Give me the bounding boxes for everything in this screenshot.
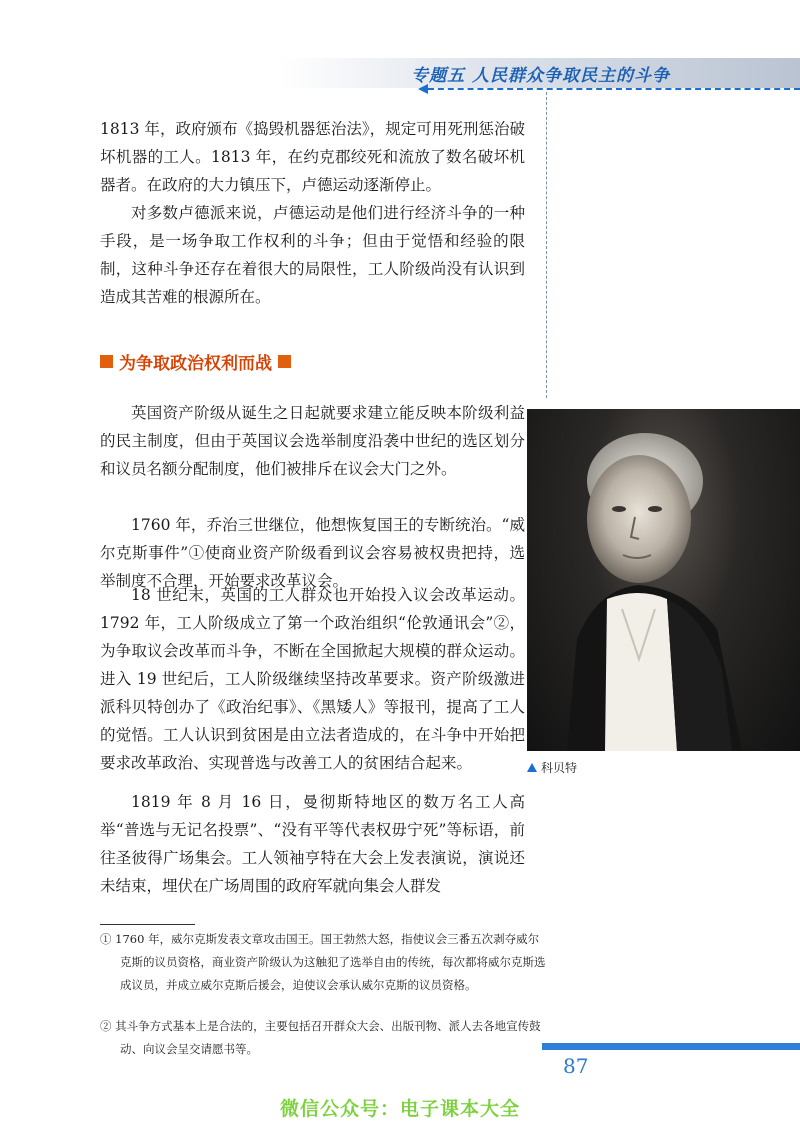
cobbett-portrait — [527, 409, 800, 751]
footnote-2: ② 其斗争方式基本上是合法的，主要包括召开群众大会、出版刊物、派人去各地宣传鼓动、向议会呈交请愿书等。 — [100, 1019, 541, 1056]
paragraph-main-1: 英国资产阶级从诞生之日起就要求建立能反映本阶级利益的民主制度，但由于英国议会选举制度沿袭中世纪的选区划分和议员名额分配制度，他们被排斥在议会大门之外。 — [100, 404, 525, 478]
paragraph-main-2: 1760 年，乔治三世继位，他想恢复国王的专断统治。“威尔克斯事件”①使商业资产阶级看到议会容易被权贵把持，选举制度不合理，开始要求改革议会。 — [100, 516, 525, 590]
header-dashed-line — [428, 88, 800, 90]
section-title: 为争取政治权利而战 — [119, 354, 272, 374]
square-bullet-icon — [278, 355, 291, 368]
footer-bar — [542, 1043, 800, 1050]
paragraph-top-1: 1813 年，政府颁布《捣毁机器惩治法》，规定可用死刑惩治破坏机器的工人。1813 年，在约克郡绞死和流放了数名破坏机器者。在政府的大力镇压下，卢德运动逐渐停止。 — [100, 120, 525, 194]
caption-text: 科贝特 — [541, 761, 578, 775]
paragraph-main-4: 1819 年 8 月 16 日，曼彻斯特地区的数万名工人高举“普选与无记名投票”、“没有平等代表权毋宁死”等标语，前往圣彼得广场集会。工人领袖亨特在大会上发表演说，演说还未结束，埋伏在广场周围的政府军就向集会人群发 — [100, 793, 525, 895]
figure-caption — [527, 759, 577, 776]
page-number: 87 — [563, 1054, 589, 1078]
header-band — [0, 58, 800, 88]
footnote-rule — [100, 924, 195, 925]
section-heading — [100, 349, 291, 374]
arrow-left-icon — [418, 84, 428, 94]
triangle-marker-icon — [527, 763, 537, 772]
footnote-1: ① 1760 年，威尔克斯发表文章攻击国王。国王勃然大怒，指使议会三番五次剥夺威尔克斯的议员资格，商业资产阶级认为这触犯了选举自由的传统，每次都将威尔克斯选成议员，并成立威尔克斯后援会，迫使议会承认威尔克斯的议员资格。 — [100, 932, 546, 992]
portrait-drawing — [527, 409, 800, 751]
paragraph-top-2: 对多数卢德派来说，卢德运动是他们进行经济斗争的一种手段，是一场争取工作权利的斗争；但由于觉悟和经验的限制，这种斗争还存在着很大的局限性，工人阶级尚没有认识到造成其苦难的根源所在。 — [100, 204, 525, 306]
paragraph-main-3: 18 世纪末，英国的工人群众也开始投入议会改革运动。1792 年，工人阶级成立了第一个政治组织“伦敦通讯会”②，为争取议会改革而斗争，不断在全国掀起大规模的群众运动。进入 19 世纪后，工人阶级继续坚持改革要求。资产阶级激进派科贝特创办了《政治纪事》、《黑矮人》等报刊，提高了工人的觉悟。工人认识到贫困是由立法者造成的，在斗争中开始把要求改革政治、实现普选与改善工人的贫困结合起来。 — [100, 586, 525, 772]
margin-dashed-line — [546, 92, 547, 398]
chapter-title: 专题五 人民群众争取民主的斗争 — [411, 66, 670, 86]
square-bullet-icon — [100, 355, 113, 368]
watermark: 微信公众号：电子课本大全 — [279, 1098, 520, 1120]
